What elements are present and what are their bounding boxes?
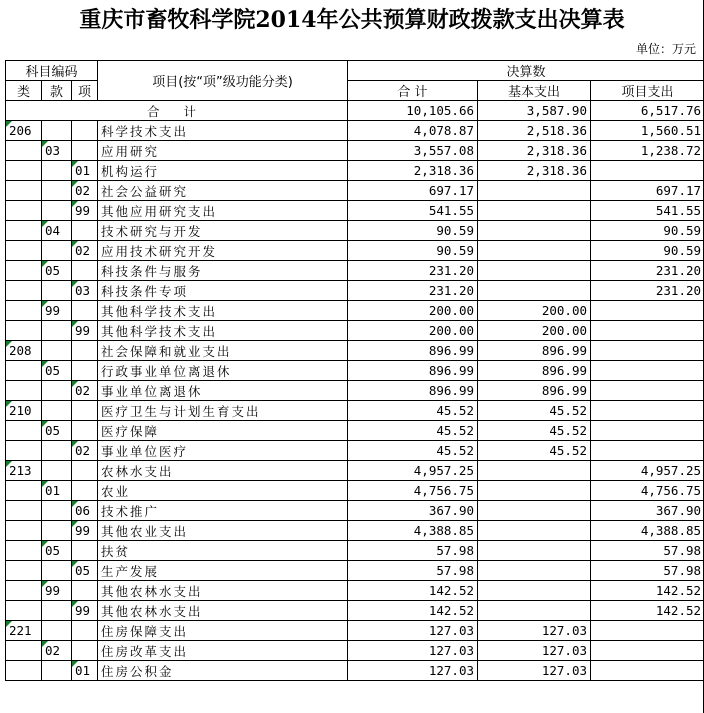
cell-project [591, 361, 704, 381]
cell-xiang: 06 [72, 501, 98, 521]
cell-lei [6, 561, 42, 581]
cell-xiang: 05 [72, 561, 98, 581]
table-row [6, 481, 704, 501]
cell-item-name: 科技条件与服务 [98, 261, 348, 281]
cell-kuan [42, 121, 72, 141]
cell-lei [6, 241, 42, 261]
cell-lei [6, 441, 42, 461]
cell-marker-icon [42, 141, 48, 147]
cell-item-name: 社会公益研究 [98, 181, 348, 201]
cell-item-name: 科学技术支出 [98, 121, 348, 141]
cell-item-name: 医疗保障 [98, 421, 348, 441]
cell-item-name: 其他应用研究支出 [98, 201, 348, 221]
cell-total: 127.03 [348, 621, 478, 641]
cell-project: 4,756.75 [591, 481, 704, 501]
cell-marker-icon [42, 301, 48, 307]
cell-project: 697.17 [591, 181, 704, 201]
cell-basic: 45.52 [478, 441, 591, 461]
cell-marker-icon [42, 481, 48, 487]
header-total: 合 计 [348, 81, 478, 101]
table-row [6, 461, 704, 481]
cell-total: 45.52 [348, 441, 478, 461]
cell-project: 142.52 [591, 601, 704, 621]
cell-total: 200.00 [348, 301, 478, 321]
cell-total: 45.52 [348, 421, 478, 441]
cell-item-name: 住房保障支出 [98, 621, 348, 641]
table-row [6, 161, 704, 181]
cell-basic: 200.00 [478, 321, 591, 341]
cell-kuan: 03 [42, 141, 72, 161]
table-row [6, 201, 704, 221]
cell-item-name: 技术研究与开发 [98, 221, 348, 241]
cell-project: 57.98 [591, 561, 704, 581]
cell-basic: 896.99 [478, 361, 591, 381]
cell-total: 45.52 [348, 401, 478, 421]
header-xiang: 项 [72, 81, 98, 101]
cell-xiang [72, 361, 98, 381]
cell-basic [478, 501, 591, 521]
cell-marker-icon [72, 661, 78, 667]
cell-total: 142.52 [348, 581, 478, 601]
cell-project [591, 321, 704, 341]
cell-basic: 896.99 [478, 341, 591, 361]
cell-project [591, 621, 704, 641]
cell-marker-icon [72, 501, 78, 507]
cell-marker-icon [72, 561, 78, 567]
cell-project [591, 441, 704, 461]
cell-project [591, 381, 704, 401]
cell-item-name: 医疗卫生与计划生育支出 [98, 401, 348, 421]
cell-kuan [42, 661, 72, 681]
cell-basic: 896.99 [478, 381, 591, 401]
cell-project: 231.20 [591, 281, 704, 301]
cell-lei [6, 581, 42, 601]
cell-kuan [42, 441, 72, 461]
cell-lei [6, 381, 42, 401]
cell-kuan [42, 321, 72, 341]
cell-xiang: 01 [72, 661, 98, 681]
cell-marker-icon [72, 201, 78, 207]
cell-basic: 2,318.36 [478, 141, 591, 161]
header-kuan: 款 [42, 81, 72, 101]
cell-item-name: 应用研究 [98, 141, 348, 161]
cell-kuan [42, 561, 72, 581]
cell-total: 4,756.75 [348, 481, 478, 501]
total-basic: 3,587.90 [478, 101, 591, 121]
cell-kuan [42, 601, 72, 621]
cell-item-name: 其他农业支出 [98, 521, 348, 541]
table-row [6, 281, 704, 301]
cell-total: 57.98 [348, 561, 478, 581]
cell-project: 367.90 [591, 501, 704, 521]
cell-basic [478, 281, 591, 301]
cell-lei [6, 201, 42, 221]
cell-marker-icon [72, 281, 78, 287]
cell-lei [6, 141, 42, 161]
cell-xiang [72, 121, 98, 141]
total-total: 10,105.66 [348, 101, 478, 121]
cell-project [591, 641, 704, 661]
cell-marker-icon [6, 401, 12, 407]
cell-marker-icon [72, 181, 78, 187]
cell-xiang: 02 [72, 181, 98, 201]
table-row [6, 301, 704, 321]
cell-item-name: 事业单位离退休 [98, 381, 348, 401]
cell-basic [478, 521, 591, 541]
table-row [6, 381, 704, 401]
cell-total: 231.20 [348, 281, 478, 301]
cell-lei: 208 [6, 341, 42, 361]
cell-item-name: 事业单位医疗 [98, 441, 348, 461]
cell-kuan: 05 [42, 541, 72, 561]
cell-project: 142.52 [591, 581, 704, 601]
cell-item-name: 其他科学技术支出 [98, 321, 348, 341]
cell-total: 142.52 [348, 601, 478, 621]
cell-lei [6, 161, 42, 181]
cell-lei: 206 [6, 121, 42, 141]
cell-basic [478, 261, 591, 281]
cell-xiang [72, 341, 98, 361]
cell-item-name: 生产发展 [98, 561, 348, 581]
cell-kuan [42, 181, 72, 201]
cell-xiang [72, 621, 98, 641]
cell-basic [478, 581, 591, 601]
cell-kuan [42, 161, 72, 181]
cell-xiang: 99 [72, 201, 98, 221]
cell-project [591, 661, 704, 681]
header-basic: 基本支出 [478, 81, 591, 101]
cell-kuan [42, 621, 72, 641]
cell-basic [478, 201, 591, 221]
cell-marker-icon [72, 521, 78, 527]
cell-project: 231.20 [591, 261, 704, 281]
cell-kuan [42, 401, 72, 421]
cell-total: 896.99 [348, 341, 478, 361]
cell-item-name: 机构运行 [98, 161, 348, 181]
cell-total: 367.90 [348, 501, 478, 521]
cell-lei [6, 521, 42, 541]
cell-basic: 45.52 [478, 421, 591, 441]
cell-lei: 221 [6, 621, 42, 641]
cell-total: 4,957.25 [348, 461, 478, 481]
cell-item-name: 行政事业单位离退休 [98, 361, 348, 381]
cell-marker-icon [42, 421, 48, 427]
cell-xiang: 01 [72, 161, 98, 181]
cell-basic: 127.03 [478, 641, 591, 661]
table-row [6, 601, 704, 621]
cell-marker-icon [6, 461, 12, 467]
cell-marker-icon [6, 621, 12, 627]
cell-marker-icon [72, 381, 78, 387]
cell-marker-icon [72, 321, 78, 327]
cell-kuan [42, 201, 72, 221]
header-row-1 [6, 61, 704, 81]
cell-lei [6, 501, 42, 521]
cell-kuan [42, 381, 72, 401]
table-row [6, 581, 704, 601]
cell-xiang: 02 [72, 381, 98, 401]
cell-basic [478, 181, 591, 201]
cell-total: 697.17 [348, 181, 478, 201]
cell-kuan: 05 [42, 261, 72, 281]
total-row [6, 101, 704, 121]
cell-total: 127.03 [348, 661, 478, 681]
table-row [6, 321, 704, 341]
unit-label: 单位：万元 [635, 42, 696, 56]
cell-basic [478, 601, 591, 621]
cell-total: 127.03 [348, 641, 478, 661]
cell-project: 1,560.51 [591, 121, 704, 141]
cell-basic: 127.03 [478, 621, 591, 641]
table-row [6, 141, 704, 161]
cell-item-name: 其他农林水支出 [98, 601, 348, 621]
cell-item-name: 农业 [98, 481, 348, 501]
cell-item-name: 社会保障和就业支出 [98, 341, 348, 361]
cell-marker-icon [72, 601, 78, 607]
table-row [6, 441, 704, 461]
cell-lei [6, 281, 42, 301]
header-lei: 类 [6, 81, 42, 101]
cell-marker-icon [6, 121, 12, 127]
cell-total: 200.00 [348, 321, 478, 341]
cell-total: 90.59 [348, 221, 478, 241]
cell-total: 541.55 [348, 201, 478, 221]
header-final: 决算数 [348, 61, 704, 81]
cell-kuan: 05 [42, 361, 72, 381]
table-row [6, 641, 704, 661]
cell-marker-icon [42, 541, 48, 547]
cell-kuan: 99 [42, 581, 72, 601]
cell-marker-icon [72, 161, 78, 167]
header-project: 项目支出 [591, 81, 704, 101]
cell-xiang [72, 581, 98, 601]
cell-item-name: 扶贫 [98, 541, 348, 561]
cell-xiang [72, 641, 98, 661]
cell-marker-icon [42, 221, 48, 227]
table-row [6, 421, 704, 441]
cell-marker-icon [42, 361, 48, 367]
cell-project [591, 161, 704, 181]
table-row [6, 521, 704, 541]
cell-basic: 2,518.36 [478, 121, 591, 141]
cell-project [591, 401, 704, 421]
cell-kuan: 99 [42, 301, 72, 321]
table-row [6, 541, 704, 561]
total-project: 6,517.76 [591, 101, 704, 121]
cell-item-name: 其他农林水支出 [98, 581, 348, 601]
cell-marker-icon [6, 341, 12, 347]
cell-xiang: 02 [72, 241, 98, 261]
cell-total: 90.59 [348, 241, 478, 261]
cell-lei [6, 601, 42, 621]
cell-project [591, 301, 704, 321]
cell-lei [6, 321, 42, 341]
cell-project: 541.55 [591, 201, 704, 221]
cell-item-name: 科技条件专项 [98, 281, 348, 301]
table-row [6, 341, 704, 361]
cell-basic: 45.52 [478, 401, 591, 421]
cell-kuan [42, 281, 72, 301]
page-title: 重庆市畜牧科学院2014年公共预算财政拨款支出决算表 [79, 7, 625, 33]
cell-xiang: 99 [72, 321, 98, 341]
cell-lei [6, 421, 42, 441]
cell-total: 2,318.36 [348, 161, 478, 181]
header-item: 项目(按“项”级功能分类) [98, 61, 348, 101]
cell-total: 3,557.08 [348, 141, 478, 161]
cell-total: 57.98 [348, 541, 478, 561]
cell-project: 57.98 [591, 541, 704, 561]
table-row [6, 121, 704, 141]
cell-basic [478, 221, 591, 241]
cell-xiang [72, 461, 98, 481]
cell-kuan [42, 501, 72, 521]
table-row [6, 181, 704, 201]
cell-basic [478, 241, 591, 261]
table-row [6, 621, 704, 641]
cell-xiang [72, 421, 98, 441]
cell-project [591, 341, 704, 361]
table-row [6, 261, 704, 281]
table-row [6, 361, 704, 381]
cell-lei [6, 541, 42, 561]
cell-lei [6, 641, 42, 661]
cell-kuan: 05 [42, 421, 72, 441]
total-label: 合 计 [6, 101, 348, 121]
cell-marker-icon [72, 241, 78, 247]
cell-total: 231.20 [348, 261, 478, 281]
cell-xiang [72, 261, 98, 281]
cell-lei [6, 301, 42, 321]
cell-lei: 210 [6, 401, 42, 421]
cell-total: 4,388.85 [348, 521, 478, 541]
cell-total: 896.99 [348, 361, 478, 381]
cell-basic: 200.00 [478, 301, 591, 321]
cell-item-name: 农林水支出 [98, 461, 348, 481]
cell-lei [6, 261, 42, 281]
cell-xiang [72, 541, 98, 561]
cell-kuan: 02 [42, 641, 72, 661]
cell-xiang: 99 [72, 601, 98, 621]
cell-total: 4,078.87 [348, 121, 478, 141]
cell-xiang [72, 481, 98, 501]
cell-basic: 127.03 [478, 661, 591, 681]
cell-basic [478, 461, 591, 481]
cell-item-name: 住房改革支出 [98, 641, 348, 661]
cell-item-name: 技术推广 [98, 501, 348, 521]
cell-kuan [42, 521, 72, 541]
budget-table [5, 60, 704, 681]
table-row [6, 401, 704, 421]
table-row [6, 221, 704, 241]
cell-basic [478, 561, 591, 581]
cell-xiang: 02 [72, 441, 98, 461]
cell-lei [6, 221, 42, 241]
cell-basic: 2,318.36 [478, 161, 591, 181]
cell-item-name: 其他科学技术支出 [98, 301, 348, 321]
cell-basic [478, 481, 591, 501]
cell-lei [6, 361, 42, 381]
cell-xiang [72, 221, 98, 241]
cell-kuan [42, 241, 72, 261]
table-row [6, 501, 704, 521]
cell-xiang: 99 [72, 521, 98, 541]
cell-marker-icon [42, 641, 48, 647]
cell-xiang [72, 401, 98, 421]
cell-item-name: 应用技术研究开发 [98, 241, 348, 261]
cell-project: 4,957.25 [591, 461, 704, 481]
cell-kuan: 04 [42, 221, 72, 241]
cell-project: 90.59 [591, 221, 704, 241]
cell-item-name: 住房公积金 [98, 661, 348, 681]
cell-project: 4,388.85 [591, 521, 704, 541]
cell-marker-icon [42, 261, 48, 267]
table-row [6, 661, 704, 681]
cell-kuan [42, 461, 72, 481]
cell-xiang [72, 301, 98, 321]
cell-basic [478, 541, 591, 561]
cell-xiang: 03 [72, 281, 98, 301]
cell-lei [6, 661, 42, 681]
header-subject-code: 科目编码 [6, 61, 98, 81]
cell-kuan: 01 [42, 481, 72, 501]
cell-xiang [72, 141, 98, 161]
cell-project: 1,238.72 [591, 141, 704, 161]
cell-marker-icon [42, 581, 48, 587]
cell-total: 896.99 [348, 381, 478, 401]
cell-lei [6, 481, 42, 501]
cell-marker-icon [72, 441, 78, 447]
cell-lei: 213 [6, 461, 42, 481]
cell-project: 90.59 [591, 241, 704, 261]
table-row [6, 561, 704, 581]
table-row [6, 241, 704, 261]
cell-kuan [42, 341, 72, 361]
cell-project [591, 421, 704, 441]
cell-lei [6, 181, 42, 201]
